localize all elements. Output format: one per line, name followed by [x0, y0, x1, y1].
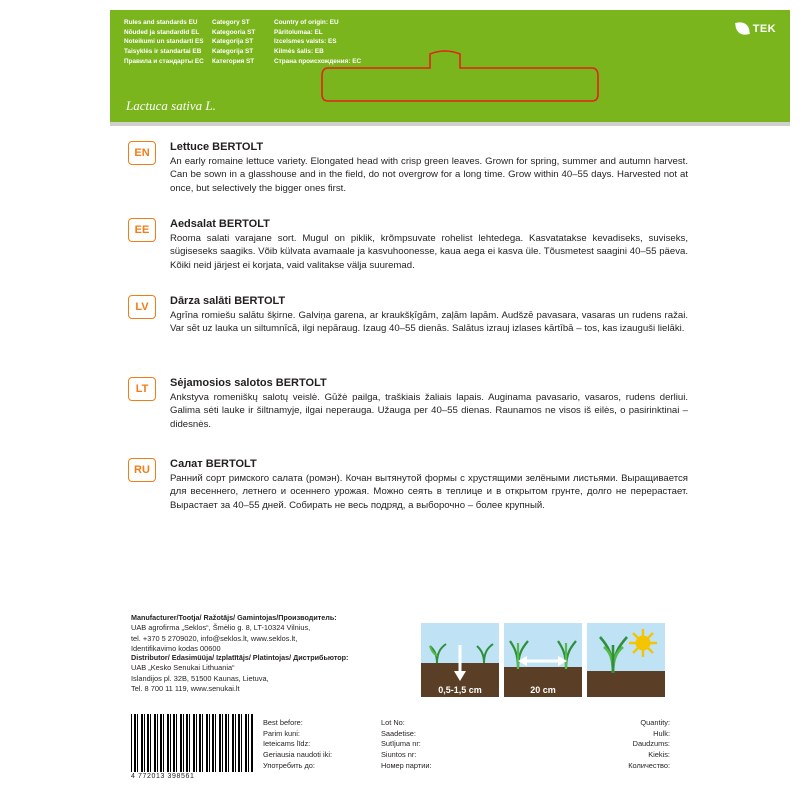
product-title: Sėjamosios salotos BERTOLT: [170, 377, 327, 389]
manufacturer-line-2: tel. +370 5 2709020, info@seklos.lt, www.seklos.lt,: [131, 633, 298, 643]
language-block-lv: [128, 295, 688, 336]
leaf-icon: [735, 21, 750, 36]
best-before-line-4: Geriausia naudoti iki:: [263, 750, 333, 760]
quantity-line-4: Kiekis:: [648, 750, 670, 760]
quantity-line-5: Количество:: [628, 760, 670, 770]
pictogram-sowing-depth: [421, 623, 499, 697]
table-row: [124, 28, 394, 38]
language-block-ru: [128, 458, 688, 512]
distributor-info: [131, 653, 348, 695]
product-description: Rooma salati varajane sort. Mugul on piklik, krõmpsuvate rohelist lehtedega. Kasvatatakse kevadiseks, suviseks, sügiseseks saagiks. Võib külvata avamaale ja kasvuhoonesse, kaua aega ei kasva üle. Tõusmetest saagini 40–55 päeva. Kõiki neid järjest ei korjata, vaid valitakse välja suuremad.: [170, 233, 688, 271]
pictogram-sun-exposure: [587, 623, 665, 697]
distributor-line-2: Islandijos pl. 32B, 51500 Kaunas, Lietuva,: [131, 673, 269, 683]
tek-logo-text: TEK: [752, 22, 776, 35]
best-before-line-1: Best before:: [263, 718, 303, 727]
table-row: [124, 38, 394, 48]
barcode-block: [131, 714, 253, 780]
language-tag: LT: [128, 377, 156, 401]
pictogram-caption: 0,5-1,5 cm: [438, 685, 482, 695]
lot-line-2: Saadetise:: [381, 728, 416, 738]
category-cell: Kategorija ST: [212, 38, 254, 46]
product-description: An early romaine lettuce variety. Elongated head with crisp green leaves. Grown for spring, summer and autumn harvest. Can be sown in a glasshouse and in the field, do not overgrow for a long time. Grow within 40–55 days. Harvested not at once, but selectively the bigger ones first.: [170, 156, 688, 194]
lot-number-labels: [381, 718, 432, 772]
product-description: Ankstyva romeniškų salotų veislė. Gūžė pailga, traškiais žaliais lapais. Auginama pavasario, vasaros, rudens derliui. Galima sėti lauke ir šiltnamyje, ilgai neperauga. Užauga per 40–55 dienas. Raunamos ne visos iš eilės, o pasirinktinai – didesnės.: [170, 392, 688, 430]
lot-line-3: Sutījuma nr:: [381, 739, 421, 749]
rules-cell: Правила и стандарты ЕС: [124, 58, 204, 66]
best-before-line-3: Ieteicams līdz:: [263, 739, 311, 749]
best-before-line-5: Употребить до:: [263, 760, 315, 770]
lot-line-1: Lot No:: [381, 718, 405, 727]
pictogram-row: [421, 623, 665, 697]
barcode-number: 4 772013 398561: [131, 773, 195, 780]
quantity-labels: [430, 718, 670, 772]
pictogram-row-spacing: [504, 623, 582, 697]
header-banner: [110, 10, 790, 122]
sun-icon: [587, 623, 665, 697]
rules-cell: Noteikumi un standarti ES: [124, 38, 204, 46]
product-title: Салат BERTOLT: [170, 458, 257, 470]
distributor-line-1: UAB „Kesko Senukai Lithuania“: [131, 663, 235, 673]
language-tag: EE: [128, 218, 156, 242]
quantity-line-1: Quantity:: [640, 718, 670, 727]
language-tag: EN: [128, 141, 156, 165]
language-block-ee: [128, 218, 688, 272]
barcode-image: [131, 714, 253, 772]
banner-shadow: [110, 122, 790, 126]
language-block-lt: [128, 377, 688, 431]
manufacturer-info: [131, 613, 337, 655]
manufacturer-heading: Manufacturer/Tootja/ Ražotājs/ Gamintojas/Производитель:: [131, 613, 337, 622]
best-before-line-2: Parim kuni:: [263, 728, 300, 738]
language-tag: LV: [128, 295, 156, 319]
manufacturer-line-1: UAB agrofirma „Seklos“, Šmėlio g. 8, LT-10324 Vilnius,: [131, 623, 311, 633]
pictogram-caption: 20 cm: [530, 685, 556, 695]
species-latin-name: Lactuca sativa L.: [126, 98, 216, 113]
product-description: Agrīna romiešu salātu šķirne. Galviņa garena, ar kraukšķīgām, zaļām lapām. Audšzē pavasara, vasaras un rudens ražai. Var sēt uz lauka un siltumnīcā, ilgi nepāraug. Izaug 40–55 dienās. Salātus izrauj izlases kārtībā – tos, kas izauguši lielāki.: [170, 310, 688, 335]
tek-logo: [736, 22, 776, 35]
origin-cell: Страна происхождения: ЕС: [274, 58, 362, 66]
rules-cell: Nõuded ja standardid EL: [124, 28, 200, 36]
quantity-line-3: Daudzums:: [632, 739, 670, 749]
quantity-line-2: Hulk:: [653, 728, 670, 738]
category-cell: Category ST: [212, 18, 250, 26]
origin-cell: Päritolumaa: EL: [274, 28, 323, 36]
product-photo-placeholder: [320, 48, 600, 103]
product-description: Ранний сорт римского салата (ромэн). Кочан вытянутой формы с хрустящими зелёными листьями. Выращивается для весеннего, летнего и осеннего урожая. Можно сеять в теплице и в открытом грунте, долго не перерастает. Вырастает за 40–55 дней. Собирать не весь подряд, а выборочно – более крупный.: [170, 473, 688, 511]
origin-cell: Izcelsmes valsts: ES: [274, 38, 337, 46]
product-title: Lettuce BERTOLT: [170, 141, 264, 153]
product-title: Dārza salāti BERTOLT: [170, 295, 286, 307]
best-before-labels: [263, 718, 332, 772]
language-block-en: [128, 141, 688, 195]
rules-cell: Rules and standards EU: [124, 18, 198, 26]
distributor-line-3: Tel. 8 700 11 119, www.senukai.lt: [131, 684, 240, 694]
table-row: [124, 18, 394, 28]
category-cell: Kategooria ST: [212, 28, 256, 36]
origin-cell: Kilmės šalis: EB: [274, 48, 324, 56]
product-title: Aedsalat BERTOLT: [170, 218, 270, 230]
lot-line-4: Siuntos nr:: [381, 750, 417, 760]
language-tag: RU: [128, 458, 156, 482]
distributor-heading: Distributor/ Edasimüüja/ Izplatītājs/ Platintojas/ Дистрибьютор:: [131, 653, 349, 662]
manufacturer-line-3: Identifikavimo kodas 00600: [131, 644, 221, 654]
rules-cell: Taisyklės ir standartai EB: [124, 48, 202, 56]
lot-line-5: Номер партии:: [381, 760, 432, 770]
category-cell: Kategorija ST: [212, 48, 254, 56]
origin-cell: Country of origin: EU: [274, 18, 339, 26]
category-cell: Категория ST: [212, 58, 255, 66]
